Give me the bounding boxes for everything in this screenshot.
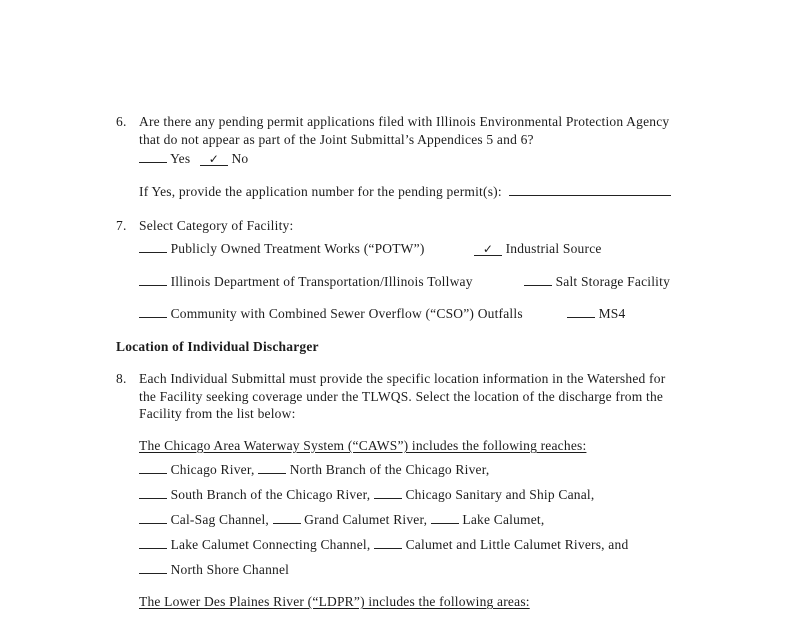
reach-north-shore-label: North Shore Channel (170, 562, 290, 577)
section-heading: Location of Individual Discharger (116, 339, 319, 354)
caws-row-4 (139, 537, 628, 553)
reach-grand-calumet-label: Grand Calumet River, (304, 512, 428, 527)
q6-number: 6. (116, 114, 127, 129)
caws-heading: The Chicago Area Waterway System (“CAWS”) includes the following reaches: (139, 438, 587, 453)
q8-number: 8. (116, 371, 127, 386)
q7-salt-storage-label: Salt Storage Facility (555, 274, 671, 289)
q7-option-ms4 (567, 306, 625, 322)
reach-little-calumet-blank[interactable] (374, 537, 402, 549)
q6-followup-text: If Yes, provide the application number for the pending permit(s): (139, 184, 502, 199)
q7-option-salt-storage (524, 274, 670, 290)
q7-idot-label: Illinois Department of Transportation/Illinois Tollway (170, 274, 473, 289)
reach-south-branch-label: South Branch of the Chicago River, (170, 487, 371, 502)
q7-potw-blank[interactable] (139, 241, 167, 253)
q7-cso-blank[interactable] (139, 306, 167, 318)
reach-chicago-river-blank[interactable] (139, 462, 167, 474)
q7-number: 7. (116, 218, 127, 233)
q6-text-line1: Are there any pending permit applications filed with Illinois Environmental Protection Agency (139, 114, 670, 129)
q6-text-line2: that do not appear as part of the Joint Submittal’s Appendices 5 and 6? (139, 132, 534, 147)
q7-text: Select Category of Facility: (139, 218, 294, 233)
q7-ms4-label: MS4 (598, 306, 626, 321)
q8-text-line3: Facility from the list below: (139, 406, 296, 421)
q7-industrial-label: Industrial Source (505, 241, 602, 256)
q8-text-line2: the Facility seeking coverage under the TLWQS. Select the location of the discharge from the (139, 389, 664, 404)
q6-answer-row (139, 151, 248, 167)
q6-no-blank[interactable]: ✓ (200, 154, 228, 166)
reach-north-shore-blank[interactable] (139, 562, 167, 574)
q6-yes-label: Yes (170, 151, 191, 166)
caws-row-1 (139, 462, 489, 478)
reach-grand-calumet-blank[interactable] (273, 512, 301, 524)
reach-lake-calumet-label: Lake Calumet, (462, 512, 545, 527)
q7-industrial-blank[interactable]: ✓ (474, 244, 502, 256)
q7-cso-label: Community with Combined Sewer Overflow (“CSO”) Outfalls (170, 306, 523, 321)
q6-no-label: No (231, 151, 249, 166)
reach-cal-sag-blank[interactable] (139, 512, 167, 524)
q6-application-number-field[interactable] (509, 184, 671, 196)
q7-salt-storage-blank[interactable] (524, 274, 552, 286)
q7-option-cso (139, 306, 523, 322)
caws-row-2 (139, 487, 594, 503)
reach-south-branch-blank[interactable] (139, 487, 167, 499)
q7-option-idot (139, 274, 473, 290)
reach-chicago-river-label: Chicago River, (170, 462, 255, 477)
reach-sanitary-ship-canal-blank[interactable] (374, 487, 402, 499)
q7-option-industrial (474, 241, 602, 257)
q7-option-potw (139, 241, 425, 257)
reach-little-calumet-label: Calumet and Little Calumet Rivers, and (405, 537, 629, 552)
q7-ms4-blank[interactable] (567, 306, 595, 318)
ldpr-heading: The Lower Des Plaines River (“LDPR”) includes the following areas: (139, 594, 530, 609)
reach-north-branch-blank[interactable] (258, 462, 286, 474)
q7-potw-label: Publicly Owned Treatment Works (“POTW”) (170, 241, 425, 256)
reach-connecting-channel-blank[interactable] (139, 537, 167, 549)
reach-connecting-channel-label: Lake Calumet Connecting Channel, (170, 537, 371, 552)
q6-followup-row (139, 184, 671, 200)
caws-row-5 (139, 562, 289, 578)
caws-row-3 (139, 512, 544, 528)
reach-sanitary-ship-canal-label: Chicago Sanitary and Ship Canal, (405, 487, 595, 502)
reach-lake-calumet-blank[interactable] (431, 512, 459, 524)
reach-north-branch-label: North Branch of the Chicago River, (289, 462, 490, 477)
q8-text-line1: Each Individual Submittal must provide the specific location information in the Watershed for (139, 371, 666, 386)
q6-yes-blank[interactable] (139, 151, 167, 163)
q7-idot-blank[interactable] (139, 274, 167, 286)
reach-cal-sag-label: Cal-Sag Channel, (170, 512, 270, 527)
